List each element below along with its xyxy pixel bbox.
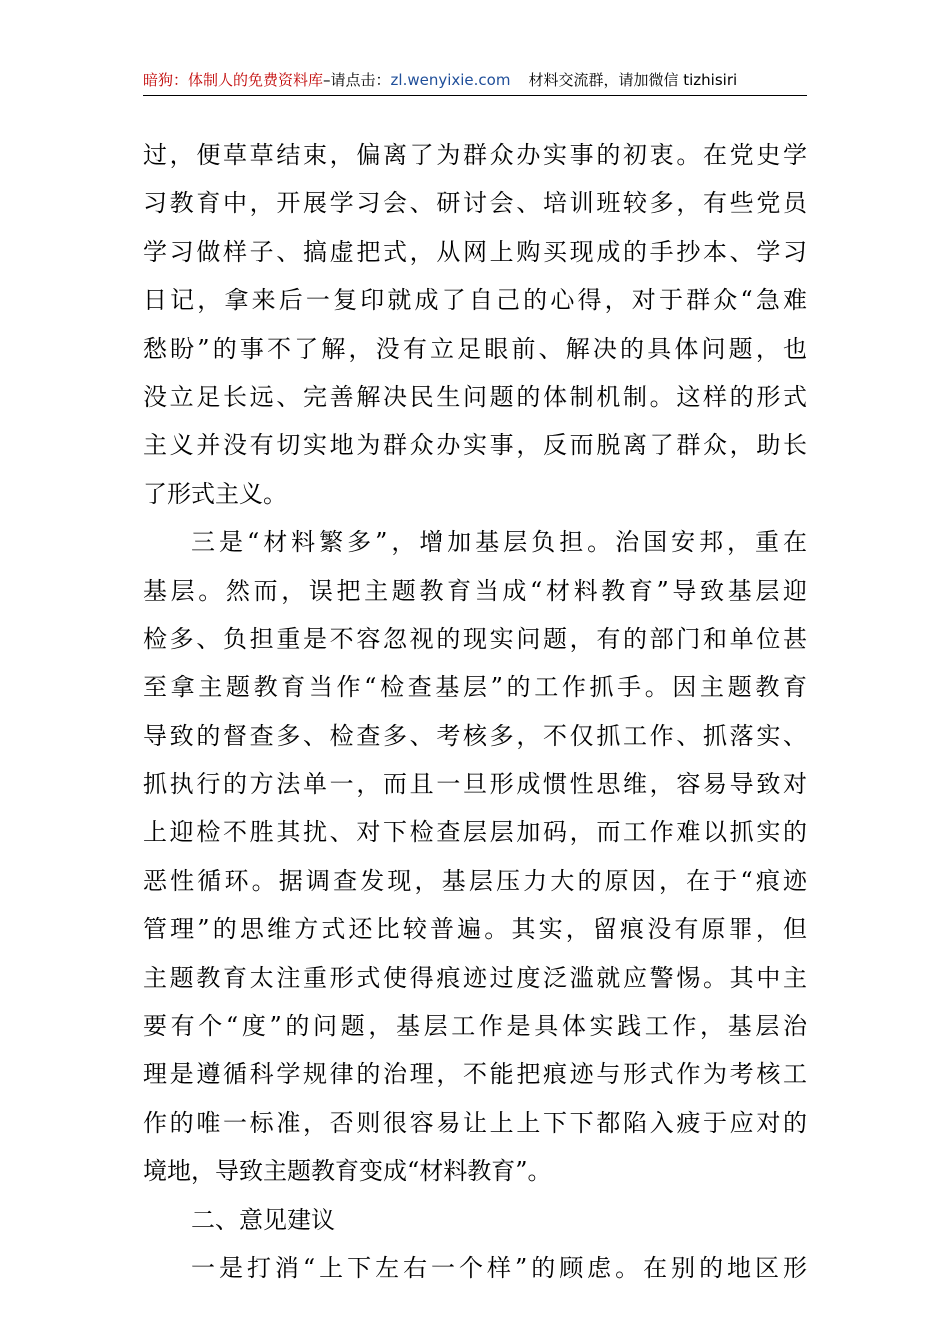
text-line: 至拿主题教育当作“检查基层”的工作抓手。因主题教育: [143, 673, 807, 702]
text-line: 要有个“度”的问题，基层工作是具体实践工作，基层治: [143, 1012, 807, 1041]
text-line: 理是遵循科学规律的治理，不能把痕迹与形式作为考核工: [143, 1060, 807, 1089]
page-header: [143, 66, 807, 94]
text-line: 作的唯一标准，否则很容易让上上下下都陷入疲于应对的: [143, 1108, 807, 1137]
text-line: 一是打消“上下左右一个样”的顾虑。在别的地区形: [191, 1253, 807, 1282]
text-line: 境地，导致主题教育变成“材料教育”。: [143, 1157, 552, 1186]
text-line: 过，便草草结束，偏离了为群众办实事的初衷。在党史学: [143, 141, 807, 169]
text-line: 学习做样子、搞虚把式，从网上购买现成的手抄本、学习: [143, 237, 807, 266]
text-line: 基层。然而，误把主题教育当成“材料教育”导致基层迎: [143, 576, 807, 605]
click-prompt: –请点击：: [323, 71, 391, 89]
text-line: 主义并没有切实地为群众办实事，反而脱离了群众，助长: [143, 431, 807, 460]
header-divider: [143, 95, 807, 96]
site-url-link[interactable]: zl.wenyixie.com: [390, 71, 511, 89]
text-line: 了形式主义。: [143, 479, 287, 508]
text-line: 愁盼”的事不了解，没有立足眼前、解决的具体问题，也: [143, 334, 807, 363]
text-line: 主题教育太注重形式使得痕迹过度泛滥就应警惕。其中主: [143, 963, 807, 992]
text-line: 没立足长远、完善解决民生问题的体制机制。这样的形式: [143, 382, 807, 411]
text-line: 习教育中，开展学习会、研讨会、培训班较多，有些党员: [143, 189, 807, 218]
document-body: [143, 131, 807, 1292]
text-line: 日记，拿来后一复印就成了自己的心得，对于群众“急难: [143, 286, 807, 315]
text-line: 导致的督查多、检查多、考核多，不仅抓工作、抓落实、: [143, 721, 807, 750]
wechat-group-note: 材料交流群，请加微信 tizhisiri: [528, 71, 738, 89]
text-line: 三是“材料繁多”，增加基层负担。治国安邦，重在: [191, 528, 807, 557]
text-line: 上迎检不胜其扰、对下检查层层加码，而工作难以抓实的: [143, 818, 807, 847]
section-heading: 二、意见建议: [191, 1205, 335, 1234]
site-name: 暗狗：体制人的免费资料库: [143, 71, 324, 89]
text-line: 管理”的思维方式还比较普遍。其实，留痕没有原罪，但: [143, 915, 807, 944]
text-line: 抓执行的方法单一，而且一旦形成惯性思维，容易导致对: [143, 770, 807, 799]
text-line: 检多、负担重是不容忽视的现实问题，有的部门和单位甚: [143, 624, 807, 653]
text-line: 恶性循环。据调查发现，基层压力大的原因，在于“痕迹: [143, 866, 807, 895]
